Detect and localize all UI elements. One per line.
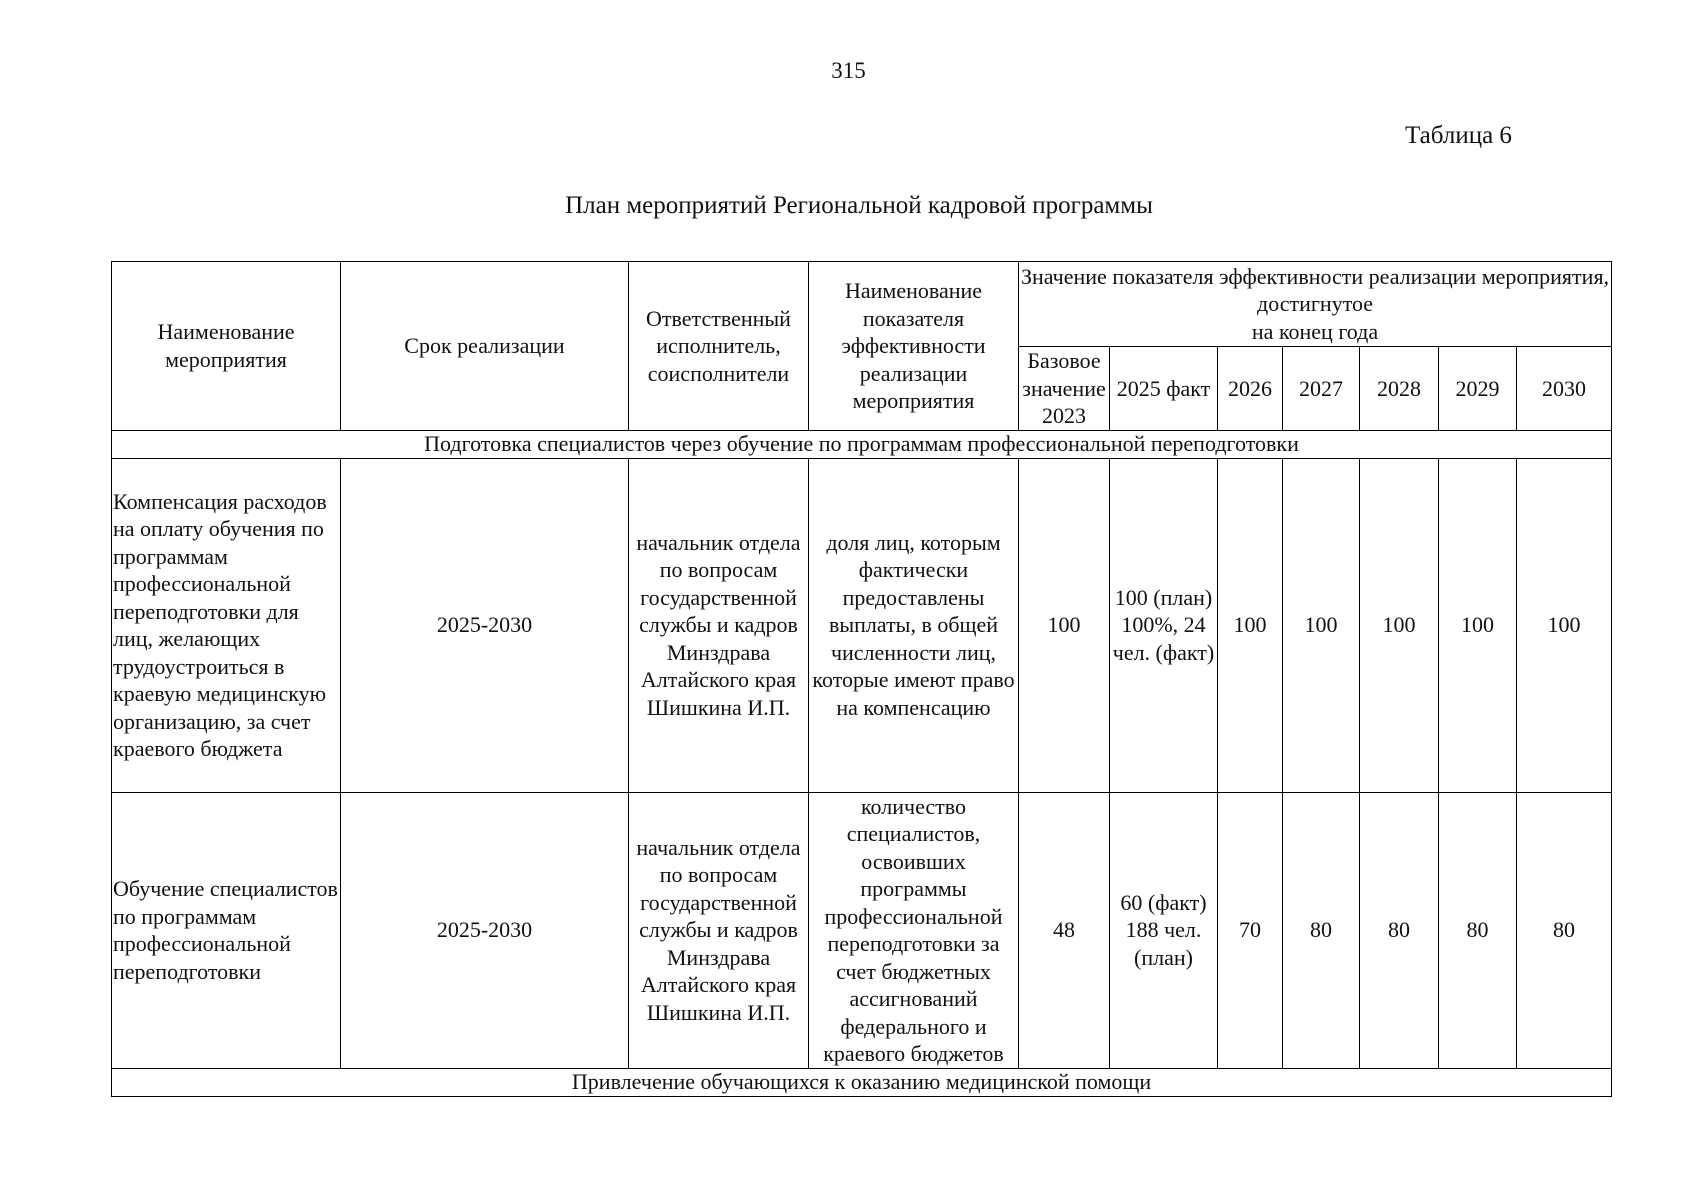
year-2029-cell: 80 xyxy=(1439,792,1517,1068)
section-row xyxy=(112,430,1612,458)
header-year-2026: 2026 xyxy=(1218,347,1283,431)
header-year-2027: 2027 xyxy=(1283,347,1360,431)
executor-cell: начальник отдела по вопросам государственной службы и кадров Минздрава Алтайского края Шишкина И.П. xyxy=(629,792,809,1068)
header-executor: Ответственный исполнитель, соисполнители xyxy=(629,262,809,431)
section-title: Привлечение обучающихся к оказанию медицинской помощи xyxy=(112,1068,1612,1096)
header-year-2025: 2025 факт xyxy=(1110,347,1218,431)
year-2027-cell: 100 xyxy=(1283,458,1360,792)
executor-cell: начальник отдела по вопросам государственной службы и кадров Минздрава Алтайского края Шишкина И.П. xyxy=(629,458,809,792)
header-row-top xyxy=(112,262,1612,347)
year-2025-cell: 100 (план) 100%, 24 чел. (факт) xyxy=(1110,458,1218,792)
header-year-2029: 2029 xyxy=(1439,347,1517,431)
term-cell: 2025-2030 xyxy=(341,792,629,1068)
page-number: 315 xyxy=(831,58,866,83)
term-cell: 2025-2030 xyxy=(341,458,629,792)
header-base-value: Базовое значение 2023 xyxy=(1019,347,1110,431)
base-value-cell: 48 xyxy=(1019,792,1110,1068)
section-row xyxy=(112,1068,1612,1096)
base-value-cell: 100 xyxy=(1019,458,1110,792)
year-2028-cell: 100 xyxy=(1360,458,1439,792)
event-name-cell: Обучение специалистов по программам профессиональной переподготовки xyxy=(112,792,341,1068)
year-2028-cell: 80 xyxy=(1360,792,1439,1068)
document-title: План мероприятий Региональной кадровой программы xyxy=(565,192,1153,219)
indicator-cell: доля лиц, которым фактически предоставлены выплаты, в общей численности лиц, которые имеют право на компенсацию xyxy=(809,458,1019,792)
header-indicator: Наименование показателя эффективности реализации мероприятия xyxy=(809,262,1019,431)
event-name-cell: Компенсация расходов на оплату обучения по программам профессиональной переподготовки для лиц, желающих трудоустроиться в краевую медицинскую организацию, за счет краевого бюджета xyxy=(112,458,341,792)
header-term: Срок реализации xyxy=(341,262,629,431)
header-year-2030: 2030 xyxy=(1517,347,1612,431)
events-plan-table xyxy=(111,261,1612,1097)
header-value-group: Значение показателя эффективности реализации мероприятия, достигнутое на конец года xyxy=(1019,262,1612,347)
header-year-2028: 2028 xyxy=(1360,347,1439,431)
table-row xyxy=(112,458,1612,792)
section-title: Подготовка специалистов через обучение по программам профессиональной переподготовки xyxy=(112,430,1612,458)
indicator-cell: количество специалистов, освоивших программы профессиональной переподготовки за счет бюджетных ассигнований федерального и краевого бюджетов xyxy=(809,792,1019,1068)
year-2025-cell: 60 (факт) 188 чел. (план) xyxy=(1110,792,1218,1068)
year-2026-cell: 70 xyxy=(1218,792,1283,1068)
year-2030-cell: 80 xyxy=(1517,792,1612,1068)
year-2027-cell: 80 xyxy=(1283,792,1360,1068)
year-2030-cell: 100 xyxy=(1517,458,1612,792)
table-row xyxy=(112,792,1612,1068)
header-event-name: Наименование мероприятия xyxy=(112,262,341,431)
table-label: Таблица 6 xyxy=(1405,122,1512,149)
year-2026-cell: 100 xyxy=(1218,458,1283,792)
year-2029-cell: 100 xyxy=(1439,458,1517,792)
